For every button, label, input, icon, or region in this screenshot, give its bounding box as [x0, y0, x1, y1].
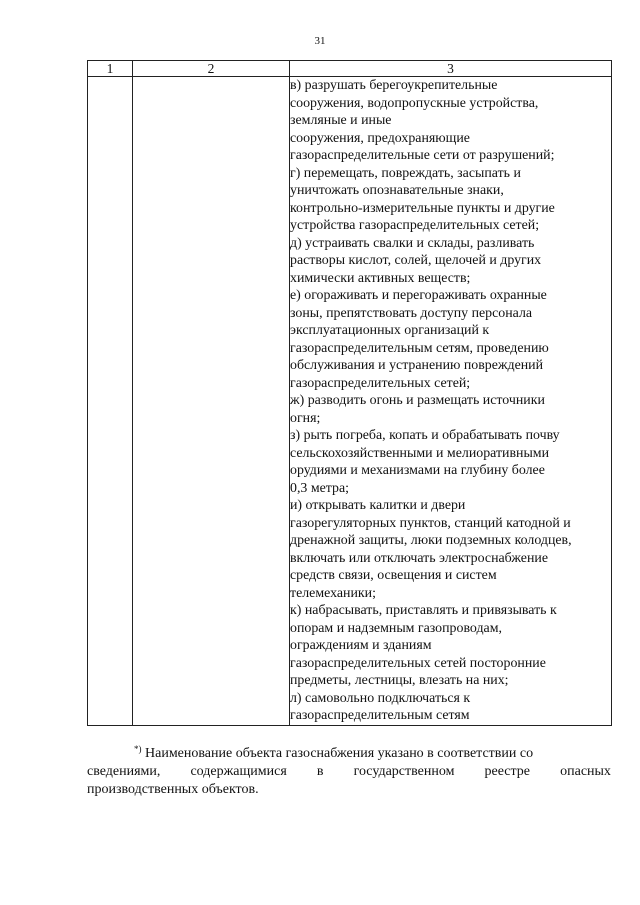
- list-line: л) самовольно подключаться к: [290, 690, 471, 706]
- list-line: огня;: [290, 410, 321, 426]
- list-line: г) перемещать, повреждать, засыпать и: [290, 165, 521, 181]
- list-line: к) набрасывать, приставлять и привязывать к: [290, 603, 557, 618]
- list-line: сооружения, водопропускные устройства,: [290, 95, 539, 111]
- list-line: обслуживания и устранению повреждений: [290, 358, 544, 373]
- list-line: предметы, лестницы, влезать на них;: [290, 673, 509, 688]
- header-col-2: 2: [133, 61, 290, 77]
- list-line: эксплуатационных организаций к: [290, 323, 490, 338]
- list-line: телемеханики;: [290, 585, 376, 601]
- footnote: [87, 740, 611, 799]
- list-line: и) открывать калитки и двери: [290, 498, 466, 513]
- list-line: зоны, препятствовать доступу персонала: [290, 305, 533, 321]
- footnote-word: в: [316, 764, 324, 779]
- footnote-line-2: [87, 763, 611, 781]
- requirements-table: [87, 60, 612, 726]
- footnote-word: опасных: [560, 764, 611, 779]
- footnote-word: государственном: [353, 764, 455, 779]
- list-line: 0,3 метра;: [290, 480, 350, 496]
- list-line: е) огораживать и перегораживать охранные: [290, 288, 547, 303]
- list-line: сооружения, предохраняющие: [290, 130, 470, 146]
- list-line: газораспределительных сетей посторонние: [290, 655, 546, 671]
- list-line: газораспределительным сетям, проведению: [290, 340, 549, 356]
- footnote-word: сведениями,: [87, 764, 161, 779]
- page-number: 31: [314, 35, 326, 47]
- list-line: средств связи, освещения и систем: [290, 568, 497, 583]
- footnote-line-1: [87, 740, 611, 763]
- cell-col-2: [133, 77, 290, 726]
- footnote-line-3: производственных объектов.: [87, 782, 259, 797]
- list-line: газорегуляторных пунктов, станций катодной и: [290, 515, 571, 531]
- cell-col-1: [88, 77, 133, 726]
- footnote-text-1: Наименование объекта газоснабжения указано в соответствии со: [141, 746, 534, 761]
- list-line: ограждениям и зданиям: [290, 638, 432, 653]
- footnote-word: реестре: [484, 764, 531, 779]
- list-line: дренажной защиты, люки подземных колодцев,: [290, 533, 572, 548]
- footnote-word: содержащимися: [190, 764, 287, 779]
- list-line: опорам и надземным газопроводам,: [290, 620, 502, 636]
- list-line: земляные и иные: [290, 113, 392, 128]
- list-line: растворы кислот, солей, щелочей и других: [290, 253, 542, 268]
- list-line: орудиями и механизмами на глубину более: [290, 463, 545, 478]
- table-row: [88, 77, 612, 726]
- footnote-marker: *): [134, 744, 142, 754]
- header-col-1: 1: [88, 61, 133, 77]
- header-col-3: 3: [290, 61, 612, 77]
- list-line: ж) разводить огонь и размещать источники: [290, 393, 545, 408]
- list-line: з) рыть погреба, копать и обрабатывать почву: [290, 428, 560, 443]
- list-line: устройства газораспределительных сетей;: [290, 218, 540, 233]
- list-line: газораспределительные сети от разрушений;: [290, 148, 555, 163]
- list-line: в) разрушать берегоукрепительные: [290, 78, 498, 93]
- cell-col-3: [290, 77, 612, 726]
- table-header-row: [88, 61, 612, 77]
- list-line: химически активных веществ;: [290, 270, 471, 286]
- list-line: контрольно-измерительные пункты и другие: [290, 200, 555, 216]
- list-line: включать или отключать электроснабжение: [290, 550, 549, 566]
- list-line: газораспределительным сетям: [290, 708, 470, 723]
- list-line: д) устраивать свалки и склады, разливать: [290, 235, 535, 251]
- list-line: сельскохозяйственными и мелиоративными: [290, 445, 549, 461]
- list-line: уничтожать опознавательные знаки,: [290, 183, 504, 198]
- list-line: газораспределительных сетей;: [290, 375, 471, 391]
- prohibitions-list: [290, 77, 611, 725]
